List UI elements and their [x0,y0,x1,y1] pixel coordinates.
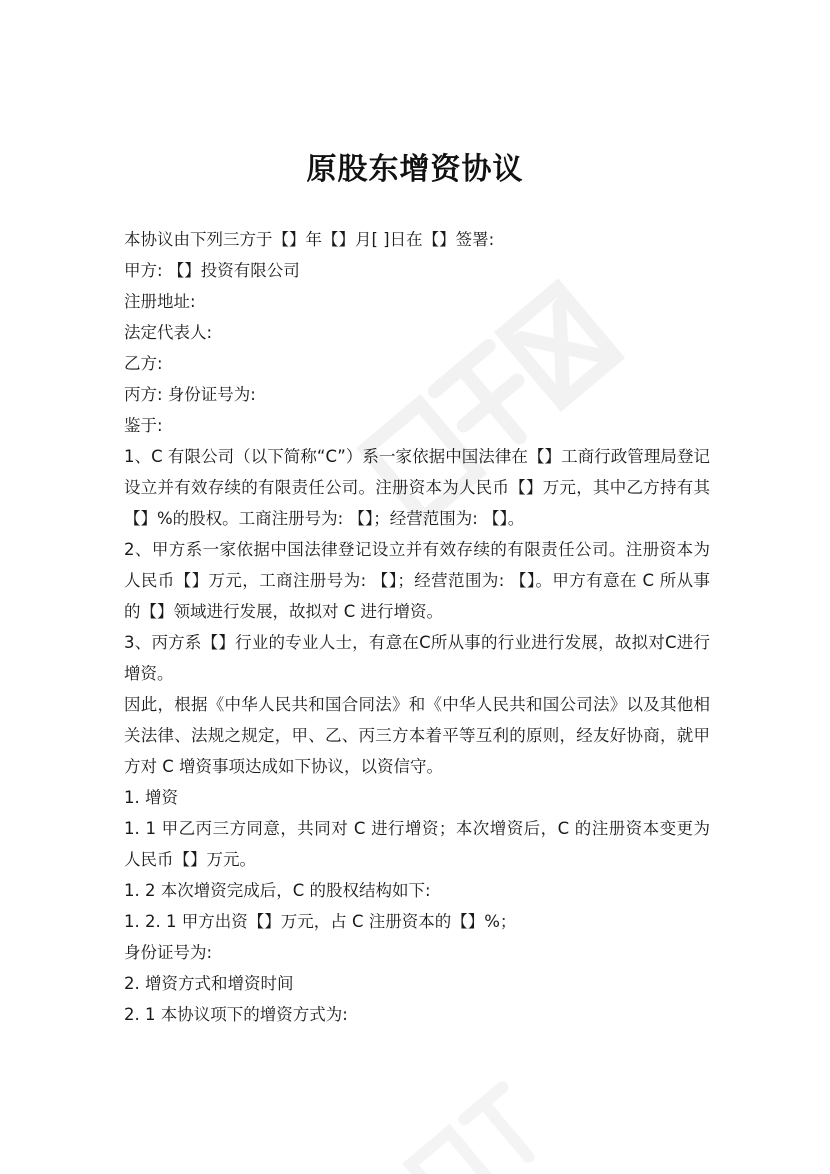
paragraph-recital-3: 3、丙方系【】行业的专业人士，有意在C所从事的行业进行发展，故拟对C进行增资。 [124,633,710,683]
paragraph-signing-info: 本协议由下列三方于【】年【】月[ ]日在【】签署: [124,230,495,249]
paragraph-legal-representative: 法定代表人: [124,323,213,342]
clause-1-2: 1. 2 本次增资完成后，C 的股权结构如下: [124,881,431,900]
paragraph-party-b: 乙方: [124,354,163,373]
paragraph-whereas: 鉴于: [124,416,163,435]
paragraph-therefore: 因此，根据《中华人民共和国合同法》和《中华人民共和国公司法》以及其他相关法律、法规之规定，甲、乙、丙三方本着平等互利的原则，经友好协商，就甲方对 C 增资事项达成如下协议，以资信守。 [124,695,710,776]
clause-1-2-1: 1. 2. 1 甲方出资【】万元，占 C 注册资本的【】%； [124,912,517,931]
paragraph-recital-2: 2、甲方系一家依据中国法律登记设立并有效存续的有限责任公司。注册资本为人民币【】万元，工商注册号为: 【】；经营范围为: 【】。甲方有意在 C 所从事的【】领域进行发展，故拟对 C 进行增资。 [124,540,710,621]
paragraph-id-number: 身份证号为: [124,943,213,962]
paragraph-party-a: 甲方: 【】投资有限公司 [124,261,300,280]
clause-1-1: 1. 1 甲乙丙三方同意，共同对 C 进行增资；本次增资后，C 的注册资本变更为人民币【】万元。 [124,819,710,869]
section-heading-2: 2. 增资方式和增资时间 [124,974,294,993]
watermark-logo-bottom-icon [360,1080,620,1174]
document-title: 原股东增资协议 [306,152,524,187]
section-heading-1: 1. 增资 [124,788,178,807]
clause-2-1: 2. 1 本协议项下的增资方式为: [124,1005,348,1024]
document-body [124,224,710,1030]
paragraph-registered-address: 注册地址: [124,292,196,311]
paragraph-party-c: 丙方: 身份证号为: [124,385,256,404]
paragraph-recital-1: 1、C 有限公司（以下简称“C”）系一家依据中国法律在【】工商行政管理局登记设立并有效存续的有限责任公司。注册资本为人民币【】万元，其中乙方持有其【】%的股权。工商注册号为: 【】；经营范围为: 【】。 [124,447,710,528]
